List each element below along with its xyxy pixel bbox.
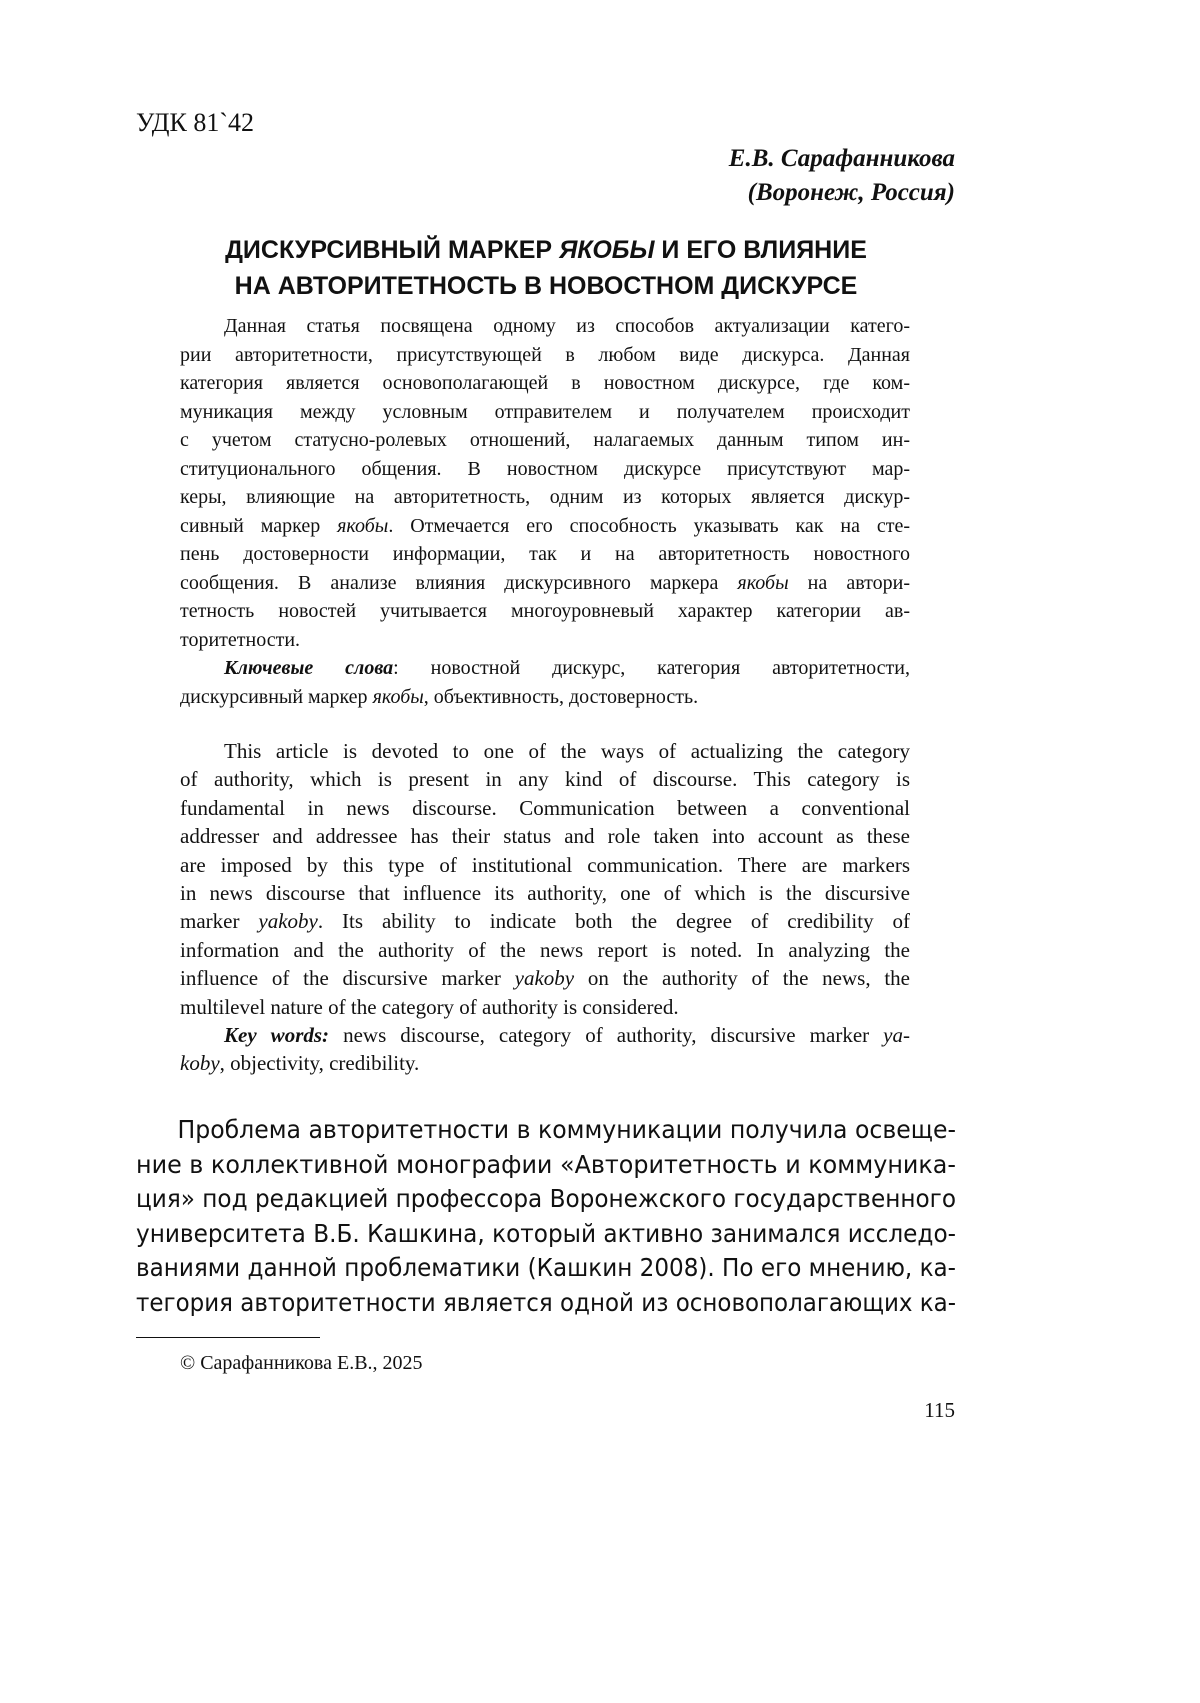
text-line bbox=[180, 312, 910, 341]
text-segment: addresser and addressee has their status and role taken into account as these bbox=[180, 824, 910, 848]
text-segment: Данная статья посвящена одному из способов актуализации катего- bbox=[224, 315, 910, 337]
abstract-english bbox=[180, 737, 910, 1078]
copyright-footnote: © Сарафанникова Е.В., 2025 bbox=[180, 1352, 423, 1375]
text-line bbox=[180, 851, 910, 879]
text-segment: муникация между условным отправителем и получателем происходит bbox=[180, 401, 910, 423]
text-line bbox=[180, 369, 910, 398]
text-segment: дискурсивный маркер bbox=[180, 686, 373, 708]
text-segment: on the authority of the news, the bbox=[574, 966, 910, 990]
text-line bbox=[180, 426, 910, 455]
text-line bbox=[180, 569, 910, 598]
text-line bbox=[180, 455, 910, 484]
text-segment: ние в коллективной монографии «Авторитетность и коммуника- bbox=[136, 1150, 956, 1179]
emphasized-text: koby bbox=[180, 1051, 220, 1075]
text-segment: information and the authority of the news report is noted. In analyzing the bbox=[180, 938, 910, 962]
text-segment: : новостной дискурс, категория авторитетности, bbox=[393, 657, 910, 679]
page-number: 115 bbox=[924, 1398, 955, 1423]
text-line bbox=[180, 794, 910, 822]
text-segment: ваниями данной проблематики (Кашкин 2008). По его мнению, ка- bbox=[136, 1253, 956, 1282]
text-line bbox=[180, 512, 910, 541]
emphasized-text: ЯКОБЫ bbox=[559, 236, 654, 264]
text-line bbox=[180, 683, 910, 712]
text-line bbox=[136, 1251, 956, 1286]
author-name: Е.В. Сарафанникова bbox=[729, 142, 955, 176]
text-segment: of authority, which is present in any kind of discourse. This category is bbox=[180, 767, 910, 791]
text-line bbox=[180, 907, 910, 935]
footnote-divider bbox=[136, 1337, 320, 1338]
text-segment: категория является основополагающей в новостном дискурсе, где ком- bbox=[180, 372, 910, 394]
text-segment: , объективность, достоверность. bbox=[424, 686, 698, 708]
text-line bbox=[180, 964, 910, 992]
text-line bbox=[136, 1148, 956, 1183]
text-segment: fundamental in news discourse. Communication between a conventional bbox=[180, 796, 910, 820]
text-line bbox=[136, 1286, 956, 1321]
article-title bbox=[136, 232, 956, 304]
author-location: (Воронеж, Россия) bbox=[729, 176, 955, 210]
text-line bbox=[180, 993, 910, 1021]
emphasized-text: якобы bbox=[337, 515, 388, 537]
text-segment: news discourse, category of authority, discursive marker bbox=[329, 1023, 883, 1047]
emphasized-text: якобы bbox=[373, 686, 424, 708]
text-line bbox=[180, 1021, 910, 1049]
text-segment: are imposed by this type of institutional communication. There are markers bbox=[180, 853, 910, 877]
text-segment: пень достоверности информации, так и на авторитетность новостного bbox=[180, 543, 910, 565]
text-segment: influence of the discursive marker bbox=[180, 966, 515, 990]
text-line bbox=[180, 737, 910, 765]
text-line bbox=[136, 1217, 956, 1252]
text-segment: тетность новостей учитывается многоуровневый характер категории ав- bbox=[180, 600, 910, 622]
text-segment: рии авторитетности, присутствующей в любом виде дискурса. Данная bbox=[180, 344, 910, 366]
text-segment: Проблема авторитетности в коммуникации получила освеще- bbox=[178, 1115, 956, 1144]
body-text bbox=[136, 1113, 956, 1321]
text-line bbox=[180, 879, 910, 907]
text-segment: на автори- bbox=[789, 572, 910, 594]
text-segment: . Its ability to indicate both the degree of credibility of bbox=[318, 909, 910, 933]
text-line bbox=[180, 765, 910, 793]
text-segment: сообщения. В анализе влияния дискурсивного маркера bbox=[180, 572, 737, 594]
text-segment: И ЕГО ВЛИЯНИЕ bbox=[654, 236, 866, 264]
text-segment: ституционального общения. В новостном дискурсе присутствуют мар- bbox=[180, 458, 910, 480]
text-line bbox=[180, 398, 910, 427]
text-segment: . Отмечается его способность указывать как на сте- bbox=[388, 515, 910, 537]
title-line bbox=[136, 268, 956, 304]
emphasized-text: yakoby bbox=[258, 909, 317, 933]
abstract-russian bbox=[180, 312, 910, 711]
text-segment: торитетности. bbox=[180, 629, 300, 651]
text-line bbox=[136, 1113, 956, 1148]
udk-code: УДК 81`42 bbox=[136, 108, 254, 138]
author-block bbox=[729, 142, 955, 210]
text-line bbox=[180, 1049, 910, 1077]
text-segment: This article is devoted to one of the ways of actualizing the category bbox=[224, 739, 910, 763]
text-line bbox=[180, 822, 910, 850]
text-segment: ДИСКУРСИВНЫЙ МАРКЕР bbox=[225, 236, 559, 264]
text-line bbox=[180, 341, 910, 370]
text-segment: ция» под редакцией профессора Воронежского государственного bbox=[136, 1184, 956, 1213]
emphasized-text: Ключевые слова bbox=[224, 657, 393, 679]
emphasized-text: ya- bbox=[883, 1023, 910, 1047]
text-line bbox=[180, 654, 910, 683]
emphasized-text: yakoby bbox=[515, 966, 574, 990]
text-segment: , objectivity, credibility. bbox=[220, 1051, 420, 1075]
text-line bbox=[180, 483, 910, 512]
text-segment: НА АВТОРИТЕТНОСТЬ В НОВОСТНОМ ДИСКУРСЕ bbox=[235, 272, 858, 300]
text-segment: in news discourse that influence its authority, one of which is the discursive bbox=[180, 881, 910, 905]
text-line bbox=[180, 936, 910, 964]
text-segment: керы, влияющие на авторитетность, одним из которых является дискур- bbox=[180, 486, 910, 508]
text-segment: marker bbox=[180, 909, 258, 933]
text-line bbox=[180, 540, 910, 569]
text-segment: тегория авторитетности является одной из основополагающих ка- bbox=[136, 1288, 956, 1317]
emphasized-text: Key words: bbox=[224, 1023, 329, 1047]
text-segment: с учетом статусно-ролевых отношений, налагаемых данным типом ин- bbox=[180, 429, 910, 451]
text-segment: multilevel nature of the category of authority is considered. bbox=[180, 995, 679, 1019]
emphasized-text: якобы bbox=[737, 572, 788, 594]
text-line bbox=[180, 597, 910, 626]
text-segment: сивный маркер bbox=[180, 515, 337, 537]
title-line bbox=[136, 232, 956, 268]
text-line bbox=[180, 626, 910, 655]
text-segment: университета В.Б. Кашкина, который активно занимался исследо- bbox=[136, 1219, 956, 1248]
text-line bbox=[136, 1182, 956, 1217]
